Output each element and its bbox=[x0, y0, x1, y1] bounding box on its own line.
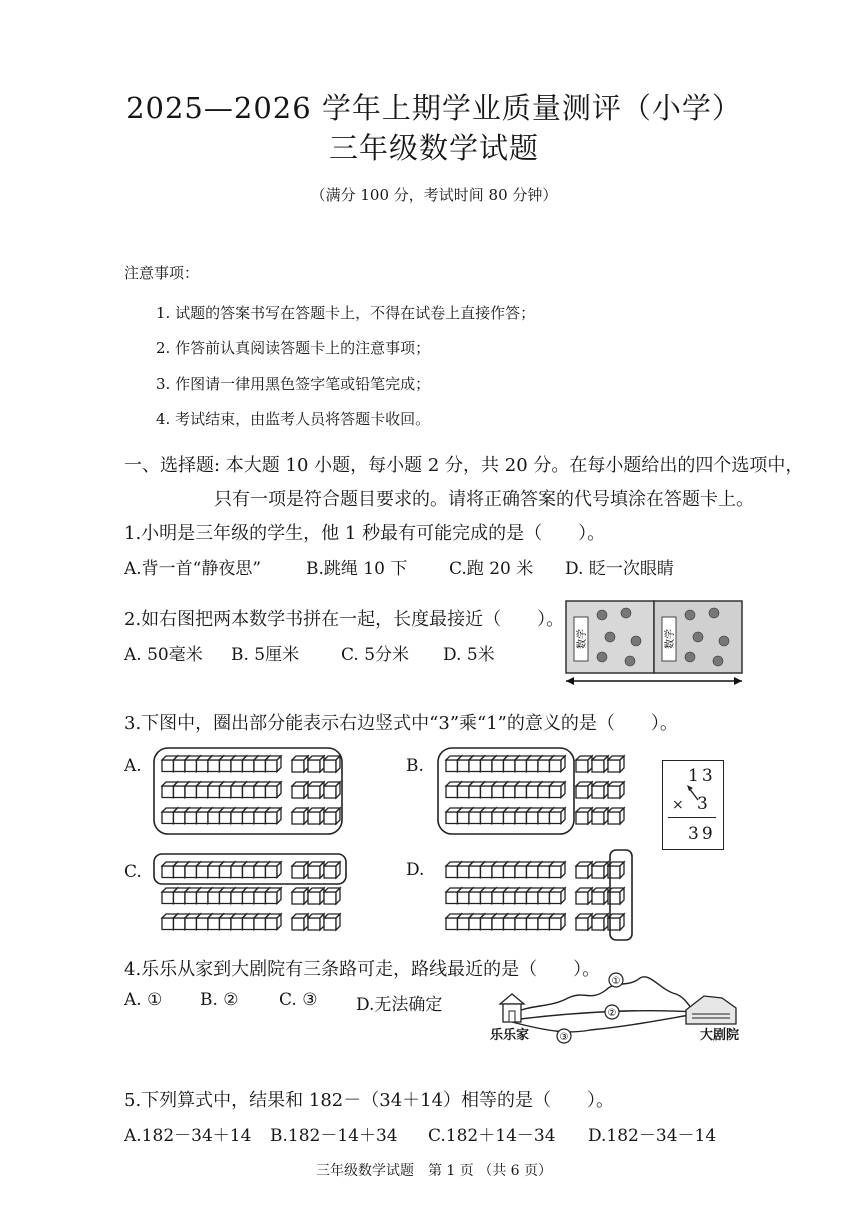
calc-underline bbox=[668, 817, 716, 818]
question-3-option-a[interactable]: A. bbox=[124, 756, 142, 776]
two-books-figure bbox=[562, 597, 752, 689]
calc-multiplier: 3 bbox=[697, 794, 708, 814]
ten-rod-cube bbox=[550, 862, 566, 878]
ten-rod-cube bbox=[550, 756, 566, 772]
blocks-figure-b[interactable] bbox=[436, 744, 666, 836]
question-2-option-a[interactable]: A. 50毫米 bbox=[124, 645, 203, 665]
exam-subject-title: 三年级数学试题 bbox=[328, 131, 539, 165]
notes-heading: 注意事项： bbox=[124, 264, 200, 282]
unit-cube bbox=[308, 756, 324, 772]
unit-cube bbox=[592, 862, 608, 878]
route-2-label: ② bbox=[607, 1008, 617, 1019]
unit-cube bbox=[324, 808, 340, 824]
unit-cube bbox=[576, 756, 592, 772]
question-5-option-c[interactable]: C.182＋14－34 bbox=[428, 1126, 556, 1146]
unit-cube bbox=[324, 914, 340, 930]
route-3-label: ③ bbox=[559, 1032, 569, 1043]
unit-cube bbox=[592, 782, 608, 798]
question-3-option-b[interactable]: B. bbox=[406, 756, 424, 776]
ten-rod-cube bbox=[266, 756, 282, 772]
unit-cube bbox=[292, 914, 308, 930]
blocks-figure-c[interactable] bbox=[152, 850, 382, 942]
question-2-stem: 2.如右图把两本数学书拼在一起，长度最接近（ ）。 bbox=[124, 609, 565, 630]
question-2-option-b[interactable]: B. 5厘米 bbox=[231, 645, 300, 665]
calc-operator: × bbox=[672, 797, 684, 813]
section-1-heading: 一、选择题: 本大题 10 小题，每小题 2 分，共 20 分。在每小题给出的四个选项中， bbox=[124, 455, 804, 476]
ten-rod-cube bbox=[266, 782, 282, 798]
blocks-figure-d[interactable] bbox=[436, 850, 666, 942]
map-home-label: 乐乐家 bbox=[490, 1028, 530, 1043]
calc-result: 39 bbox=[688, 824, 716, 844]
page-footer: 三年级数学试题 第 1 页 （共 6 页） bbox=[315, 1163, 553, 1179]
unit-cube bbox=[292, 756, 308, 772]
unit-cube bbox=[576, 914, 592, 930]
calc-top-number: 13 bbox=[688, 766, 716, 786]
ten-rod-cube bbox=[266, 888, 282, 904]
unit-cube bbox=[308, 808, 324, 824]
ten-rod-cube bbox=[266, 862, 282, 878]
unit-cube bbox=[324, 756, 340, 772]
question-1-option-c[interactable]: C.跑 20 米 bbox=[449, 559, 534, 579]
map-theater-label: 大剧院 bbox=[700, 1028, 740, 1043]
note-item-4: 4. 考试结束，由监考人员将答题卡收回。 bbox=[156, 410, 431, 428]
book-1-label: 数学 bbox=[577, 629, 588, 649]
calc-arrow bbox=[684, 784, 704, 802]
exam-title: 2025—2026 学年上期学业质量测评（小学） bbox=[126, 91, 742, 125]
route-1-label: ① bbox=[611, 976, 621, 987]
ten-rod-cube bbox=[550, 782, 566, 798]
unit-cube bbox=[292, 862, 308, 878]
unit-cube bbox=[292, 808, 308, 824]
unit-cube bbox=[292, 888, 308, 904]
unit-cube bbox=[292, 782, 308, 798]
question-5-option-d[interactable]: D.182－34－14 bbox=[588, 1126, 717, 1146]
unit-cube bbox=[608, 782, 624, 798]
question-5-option-b[interactable]: B.182－14＋34 bbox=[270, 1126, 398, 1146]
question-4-option-b[interactable]: B. ② bbox=[200, 990, 239, 1010]
unit-cube bbox=[592, 808, 608, 824]
question-4-option-a[interactable]: A. ① bbox=[124, 990, 163, 1010]
question-1-option-a[interactable]: A.背一首“静夜思” bbox=[124, 559, 262, 579]
unit-cube bbox=[592, 914, 608, 930]
unit-cube bbox=[576, 808, 592, 824]
unit-cube bbox=[576, 782, 592, 798]
unit-cube bbox=[592, 888, 608, 904]
question-1-option-d[interactable]: D. 眨一次眼睛 bbox=[565, 559, 674, 579]
question-1-option-b[interactable]: B.跳绳 10 下 bbox=[306, 559, 408, 579]
ten-rod-cube bbox=[550, 808, 566, 824]
unit-cube bbox=[324, 782, 340, 798]
ten-rod-cube bbox=[266, 914, 282, 930]
ten-rod-cube bbox=[266, 808, 282, 824]
section-1-heading-line2: 只有一项是符合题目要求的。请将正确答案的代号填涂在答题卡上。 bbox=[214, 489, 754, 510]
ten-rod-cube bbox=[550, 914, 566, 930]
question-5-option-a[interactable]: A.182－34＋14 bbox=[124, 1126, 252, 1146]
note-item-2: 2. 作答前认真阅读答题卡上的注意事项； bbox=[156, 339, 431, 357]
unit-cube bbox=[608, 808, 624, 824]
question-3-option-c[interactable]: C. bbox=[124, 862, 142, 882]
unit-cube bbox=[576, 862, 592, 878]
note-item-3: 3. 作图请一律用黑色签字笔或铅笔完成； bbox=[156, 375, 431, 393]
unit-cube bbox=[308, 782, 324, 798]
unit-cube bbox=[308, 888, 324, 904]
question-4-option-c[interactable]: C. ③ bbox=[279, 990, 318, 1010]
question-2-option-c[interactable]: C. 5分米 bbox=[341, 645, 410, 665]
question-4-stem: 4.乐乐从家到大剧院有三条路可走，路线最近的是（ ）。 bbox=[124, 959, 601, 980]
unit-cube bbox=[324, 862, 340, 878]
note-item-1: 1. 试题的答案书写在答题卡上，不得在试卷上直接作答； bbox=[156, 304, 536, 322]
ten-rod-cube bbox=[550, 888, 566, 904]
question-4-option-d[interactable]: D.无法确定 bbox=[356, 995, 443, 1015]
question-3-option-d[interactable]: D. bbox=[406, 860, 425, 880]
unit-cube bbox=[308, 914, 324, 930]
unit-cube bbox=[592, 756, 608, 772]
question-5-stem: 5.下列算式中，结果和 182－（34＋14）相等的是（ ）。 bbox=[124, 1090, 615, 1111]
unit-cube bbox=[608, 756, 624, 772]
unit-cube bbox=[324, 888, 340, 904]
book-2-label: 数学 bbox=[665, 629, 676, 649]
question-1-stem: 1.小明是三年级的学生，他 1 秒最有可能完成的是（ ）。 bbox=[124, 523, 606, 544]
unit-cube bbox=[308, 862, 324, 878]
unit-cube bbox=[576, 888, 592, 904]
blocks-figure-a[interactable] bbox=[152, 744, 382, 836]
exam-subtitle: （满分 100 分，考试时间 80 分钟） bbox=[310, 186, 558, 204]
question-3-stem: 3.下图中，圈出部分能表示右边竖式中“3”乘“1”的意义的是（ ）。 bbox=[124, 713, 678, 734]
question-2-option-d[interactable]: D. 5米 bbox=[443, 645, 495, 665]
